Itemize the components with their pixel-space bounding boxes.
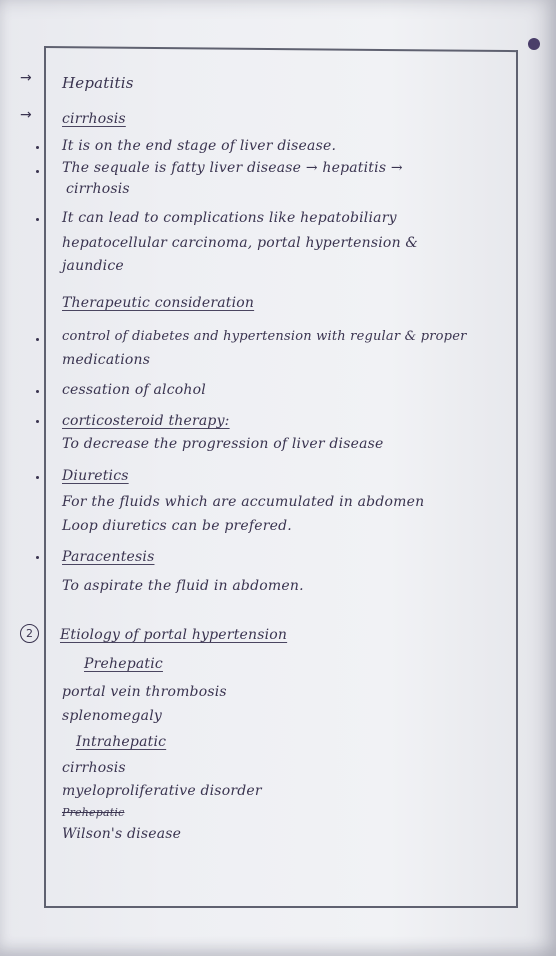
- note-line: splenomegaly: [62, 708, 163, 724]
- note-line: jaundice: [62, 258, 124, 274]
- bullet: [36, 390, 39, 393]
- page-title: Hepatitis: [62, 74, 134, 92]
- note-line: To aspirate the fluid in abdomen.: [62, 578, 304, 594]
- note-line: Loop diuretics can be prefered.: [62, 518, 292, 534]
- bullet: [36, 476, 39, 479]
- note-line: hepatocellular carcinoma, portal hypertension &: [62, 235, 419, 251]
- crossed-out-word: Prehepatic: [62, 806, 125, 819]
- note-line: It can lead to complications like hepatobiliary: [62, 210, 397, 226]
- note-line: Prehepatic: [84, 656, 163, 672]
- note-line: cessation of alcohol: [62, 382, 206, 398]
- note-line: myeloproliferative disorder: [62, 783, 262, 799]
- bullet: [36, 338, 39, 341]
- margin-arrow-2: →: [20, 107, 32, 123]
- page-border-left: [44, 46, 46, 908]
- bullet: [36, 218, 39, 221]
- note-line: It is on the end stage of liver disease.: [62, 138, 337, 154]
- etiology-heading: Etiology of portal hypertension: [60, 627, 288, 643]
- bullet: [36, 170, 39, 173]
- note-line: Paracentesis: [62, 549, 155, 565]
- note-line: Intrahepatic: [76, 734, 167, 750]
- note-line: cirrhosis: [66, 181, 130, 197]
- therapeutic-heading: Therapeutic consideration: [62, 295, 255, 311]
- bullet: [36, 420, 39, 423]
- note-line: For the fluids which are accumulated in abdomen: [62, 494, 425, 510]
- question-number: 2: [20, 624, 39, 643]
- page-border-bottom: [44, 906, 518, 908]
- note-line: medications: [62, 352, 151, 368]
- note-line: portal vein thrombosis: [62, 684, 227, 700]
- note-line: control of diabetes and hypertension with regular & proper: [62, 329, 467, 344]
- note-line: Wilson's disease: [62, 826, 182, 842]
- bullet: [36, 556, 39, 559]
- margin-arrow-1: →: [20, 70, 32, 86]
- note-line: To decrease the progression of liver disease: [62, 436, 384, 452]
- note-line: The sequale is fatty liver disease → hepatitis →: [62, 160, 403, 176]
- cirrhosis-heading: cirrhosis: [62, 111, 126, 127]
- bullet: [36, 146, 39, 149]
- note-line: cirrhosis: [62, 760, 126, 776]
- note-line: Diuretics: [62, 468, 129, 484]
- note-line: corticosteroid therapy:: [62, 413, 230, 429]
- page-border-right: [516, 50, 518, 908]
- binder-hole: [528, 38, 540, 50]
